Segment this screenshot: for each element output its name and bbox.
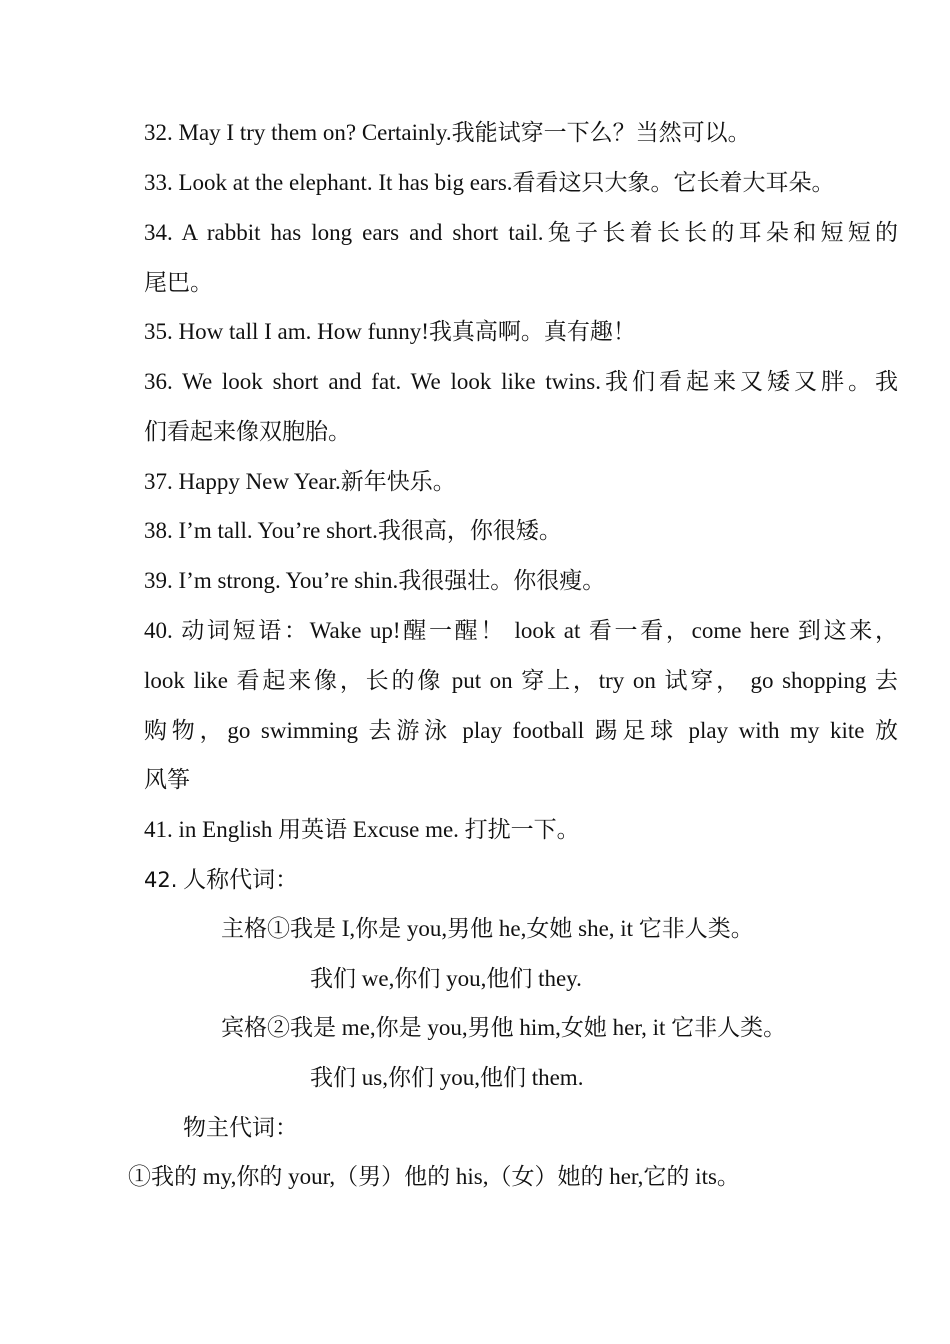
sentence-33: 33. Look at the elephant. It has big ears.看看这只大象。它长着大耳朵。 (144, 170, 835, 195)
object-pronouns-line-1: 宾格②我是 me,你是 you,男他 him,女她 her, it 它非人类。 (221, 1015, 787, 1040)
sentence-34-line-1: 34. A rabbit has long ears and short tail.兔子长着长长的耳朵和短短的 (144, 220, 898, 245)
sentence-36-line-2: 们看起来像双胞胎。 (144, 419, 351, 444)
verb-phrases-line-2: look like 看起来像，长的像 put on 穿上，try on 试穿， go shopping 去 (144, 668, 898, 693)
verb-phrases-line-1: 40. 动词短语：Wake up!醒一醒！ look at 看一看，come here 到这来， (144, 618, 898, 643)
sentence-37: 37. Happy New Year.新年快乐。 (144, 469, 456, 494)
object-pronouns-line-2: 我们 us,你们 you,他们 them. (310, 1065, 584, 1090)
sentence-41: 41. in English 用英语 Excuse me. 打扰一下。 (144, 817, 580, 842)
pronouns-heading-text: 人称代词： (177, 867, 299, 892)
sentence-35: 35. How tall I am. How funny!我真高啊。真有趣！ (144, 319, 636, 344)
pronouns-number: 42. (144, 868, 178, 892)
possessive-pronouns-heading: 物主代词： (183, 1115, 298, 1140)
sentence-38: 38. I’m tall. You’re short.我很高，你很矮。 (144, 518, 562, 543)
verb-phrases-line-3: 购物，go swimming 去游泳 play football 踢足球 play with my kite 放 (144, 718, 898, 743)
sentence-34-line-2: 尾巴。 (144, 270, 213, 295)
pronouns-heading (144, 865, 298, 895)
subject-pronouns-line-1: 主格①我是 I,你是 you,男他 he,女她 she, it 它非人类。 (221, 916, 754, 941)
verb-phrases-line-4: 风筝 (144, 767, 190, 792)
sentence-39: 39. I’m strong. You’re shin.我很强壮。你很瘦。 (144, 568, 606, 593)
subject-pronouns-line-2: 我们 we,你们 you,他们 they. (310, 966, 582, 991)
sentence-36-line-1: 36. We look short and fat. We look like twins.我们看起来又矮又胖。我 (144, 369, 898, 394)
sentence-32: 32. May I try them on? Certainly.我能试穿一下么？当然可以。 (144, 120, 751, 145)
possessive-pronouns-line-1: ①我的 my,你的 your,（男）他的 his,（女）她的 her,它的 its。 (128, 1164, 740, 1189)
